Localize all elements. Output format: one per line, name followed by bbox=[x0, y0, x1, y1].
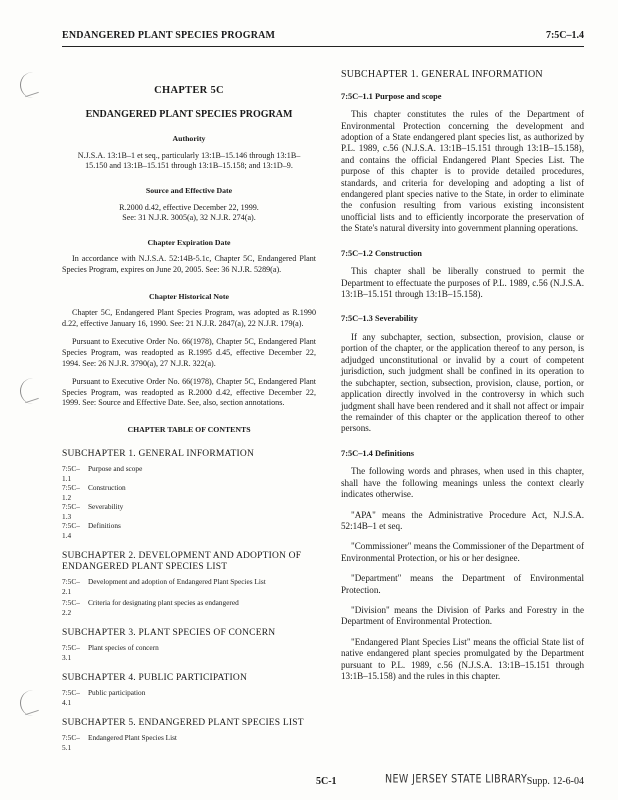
section-text: This chapter shall be liberally construed to permit the Department to effectuate the purposes of P.L. 1989, c.56 (N.J.S.A. 13:1B–15.151 through 13:1B–15.158). bbox=[341, 266, 584, 300]
chapter-title: ENDANGERED PLANT SPECIES PROGRAM bbox=[85, 108, 293, 120]
toc-entry[interactable] bbox=[62, 643, 316, 662]
toc-entry-number: 7:5C–1.2 bbox=[62, 483, 80, 502]
binder-hole-mark bbox=[20, 72, 43, 98]
toc-entry[interactable] bbox=[62, 483, 316, 502]
toc-entry-title: Development and adoption of Endangered Plant Species List bbox=[88, 577, 266, 587]
history-heading: Chapter Historical Note bbox=[149, 291, 229, 301]
authority-text: N.J.S.A. 13:1B–1 et seq., particularly 13:1B–15.146 through 13:1B–15.150 and 13:1B–15.151 through 13:1B–15.158; and 13:1D–9. bbox=[77, 150, 301, 171]
header-section: 7:5C–1.4 bbox=[545, 30, 584, 41]
section-heading: 7:5C–1.2 Construction bbox=[341, 248, 422, 258]
chapter-number: CHAPTER 5C bbox=[154, 85, 224, 96]
history-note: Pursuant to Executive Order No. 66(1978), Chapter 5C, Endangered Plant Species Program, was readopted as R.1995 d.45, effective December 22, 1994. See: 26 N.J.R. 3790(a), 27 N.J.R. 322(a). bbox=[62, 337, 316, 368]
expiration-text: In accordance with N.J.S.A. 52:14B-5.1c, Chapter 5C, Endangered Plant Species Program, expires on June 20, 2005. See: 36 N.J.R. 5289(a). bbox=[62, 254, 316, 274]
toc-entry-title: Definitions bbox=[88, 521, 121, 531]
toc-heading: CHAPTER TABLE OF CONTENTS bbox=[127, 424, 251, 434]
toc-entry[interactable] bbox=[62, 502, 316, 521]
source-line: See: 31 N.J.R. 3005(a), 32 N.J.R. 274(a). bbox=[122, 213, 256, 223]
binder-hole-mark bbox=[20, 690, 43, 716]
toc-entry-title: Plant species of concern bbox=[88, 643, 159, 653]
definition: "Division" means the Division of Parks and Forestry in the Department of Environmental Protection. bbox=[341, 604, 584, 627]
definition: "Endangered Plant Species List" means the official State list of native endangered plant species promulgated by the Department pursuant to P.L. 1989, c.56 (N.J.S.A. 13:1B–15.151 through 13:1B–15.158) and the rules in this chapter. bbox=[341, 636, 584, 681]
page-footer bbox=[0, 772, 618, 790]
toc-entry-number: 7:5C–2.2 bbox=[62, 598, 80, 617]
toc-entry[interactable] bbox=[62, 521, 316, 540]
toc-subchapter bbox=[62, 551, 316, 617]
history-note: Chapter 5C, Endangered Plant Species Program, was adopted as R.1990 d.22, effective January 16, 1990. See: 21 N.J.R. 2847(a), 22 N.J.R. 179(a). bbox=[62, 308, 316, 328]
toc-subchapter bbox=[62, 449, 316, 540]
toc-entry[interactable] bbox=[62, 598, 316, 617]
toc-subchapter-title[interactable]: SUBCHAPTER 5. ENDANGERED PLANT SPECIES LIST bbox=[62, 718, 304, 729]
binder-hole-mark bbox=[20, 378, 43, 404]
section-heading: 7:5C–1.1 Purpose and scope bbox=[341, 91, 442, 101]
toc-entry-title: Public participation bbox=[88, 688, 146, 698]
section-heading: 7:5C–1.3 Severability bbox=[341, 314, 418, 324]
toc-entry-number: 7:5C–2.1 bbox=[62, 577, 80, 596]
toc-subchapter bbox=[62, 718, 316, 752]
toc-entry-title: Severability bbox=[88, 502, 124, 512]
authority-heading: Authority bbox=[172, 134, 206, 144]
toc-entry[interactable] bbox=[62, 464, 316, 483]
toc-subchapter-title[interactable]: SUBCHAPTER 1. GENERAL INFORMATION bbox=[62, 449, 255, 460]
subchapter-title: SUBCHAPTER 1. GENERAL INFORMATION bbox=[341, 69, 543, 80]
toc-entry-number: 7:5C–1.4 bbox=[62, 521, 80, 540]
toc-subchapter-title[interactable]: SUBCHAPTER 4. PUBLIC PARTICIPATION bbox=[62, 673, 248, 684]
section-text: The following words and phrases, when used in this chapter, shall have the following meanings unless the context clearly indicates otherwise. bbox=[341, 466, 584, 500]
source-heading: Source and Effective Date bbox=[145, 185, 233, 195]
toc-entry-title: Endangered Plant Species List bbox=[88, 733, 177, 743]
left-column bbox=[62, 70, 316, 752]
definition: "Commissioner" means the Commissioner of the Department of Environmental Protection, or his or her designee. bbox=[341, 541, 584, 563]
toc-entry-title: Purpose and scope bbox=[88, 464, 143, 474]
section-text: This chapter constitutes the rules of the Department of Environmental Protection concerning the development and adoption of a State endangered plant species list, as authorized by P.L. 1989, c.56 (N.J.S.A. 13:1B–15.151 through 13:1B–15.158), and contains the official Endangered Plant Species List. The purpose of this chapter is to provide detailed procedures, standards, and criteria for developing and adopting a list of endangered plant species native to the State, in order to eliminate the confusion resulting from various existing inconsistent unofficial lists and to efficiently incorporate the preservation of the State's natural diversity into government planning operations. bbox=[341, 109, 584, 234]
toc-entry-title: Criteria for designating plant species as endangered bbox=[88, 598, 239, 608]
section-heading: 7:5C–1.4 Definitions bbox=[341, 448, 415, 458]
toc-entry[interactable] bbox=[62, 688, 316, 707]
page-number: 5C-1 bbox=[316, 776, 337, 787]
section-text: If any subchapter, section, subsection, provision, clause or portion of the chapter, or the application thereof to any person, is adjudged unconstitutional or invalid by a court of competent jurisdiction, such judgment shall be confined in its operation to the subchapter, section, subsection, provision, clause, portion, or application directly involved in the controversy in which such judgment shall have been rendered and it shall not affect or impair the remainder of this chapter or the application thereof to other persons. bbox=[341, 332, 584, 434]
library-stamp: NEW JERSEY STATE LIBRARY bbox=[385, 772, 528, 787]
definition: "Department" means the Department of Environmental Protection. bbox=[341, 573, 584, 595]
toc-entry-number: 7:5C–1.1 bbox=[62, 464, 80, 483]
right-column bbox=[341, 70, 584, 682]
toc-entry-number: 7:5C–3.1 bbox=[62, 643, 80, 662]
toc-subchapter bbox=[62, 673, 316, 707]
history-note: Pursuant to Executive Order No. 66(1978), Chapter 5C, Endangered Plant Species Program, was readopted as R.2000 d.42, effective December 22, 1999. See: Source and Effective Date. See, also, section annotations. bbox=[62, 377, 316, 408]
toc-subchapter-title[interactable]: SUBCHAPTER 2. DEVELOPMENT AND ADOPTION OF ENDANGERED PLANT SPECIES LIST bbox=[62, 551, 302, 573]
supplement-date: Supp. 12-6-04 bbox=[526, 776, 584, 787]
toc-entry[interactable] bbox=[62, 577, 316, 596]
toc-entry[interactable] bbox=[62, 733, 316, 752]
source-line: R.2000 d.42, effective December 22, 1999. bbox=[119, 202, 259, 212]
running-header bbox=[62, 30, 584, 47]
header-title: ENDANGERED PLANT SPECIES PROGRAM bbox=[62, 30, 276, 41]
definition: "APA" means the Administrative Procedure Act, N.J.S.A. 52:14B–1 et seq. bbox=[341, 509, 584, 531]
toc-subchapter-title[interactable]: SUBCHAPTER 3. PLANT SPECIES OF CONCERN bbox=[62, 628, 276, 639]
toc-entry-number: 7:5C–1.3 bbox=[62, 502, 80, 521]
toc-entry-title: Construction bbox=[88, 483, 126, 493]
toc-entry-number: 7:5C–5.1 bbox=[62, 733, 80, 752]
toc-subchapter bbox=[62, 628, 316, 662]
expiration-heading: Chapter Expiration Date bbox=[147, 237, 231, 247]
toc-entry-number: 7:5C–4.1 bbox=[62, 688, 80, 707]
